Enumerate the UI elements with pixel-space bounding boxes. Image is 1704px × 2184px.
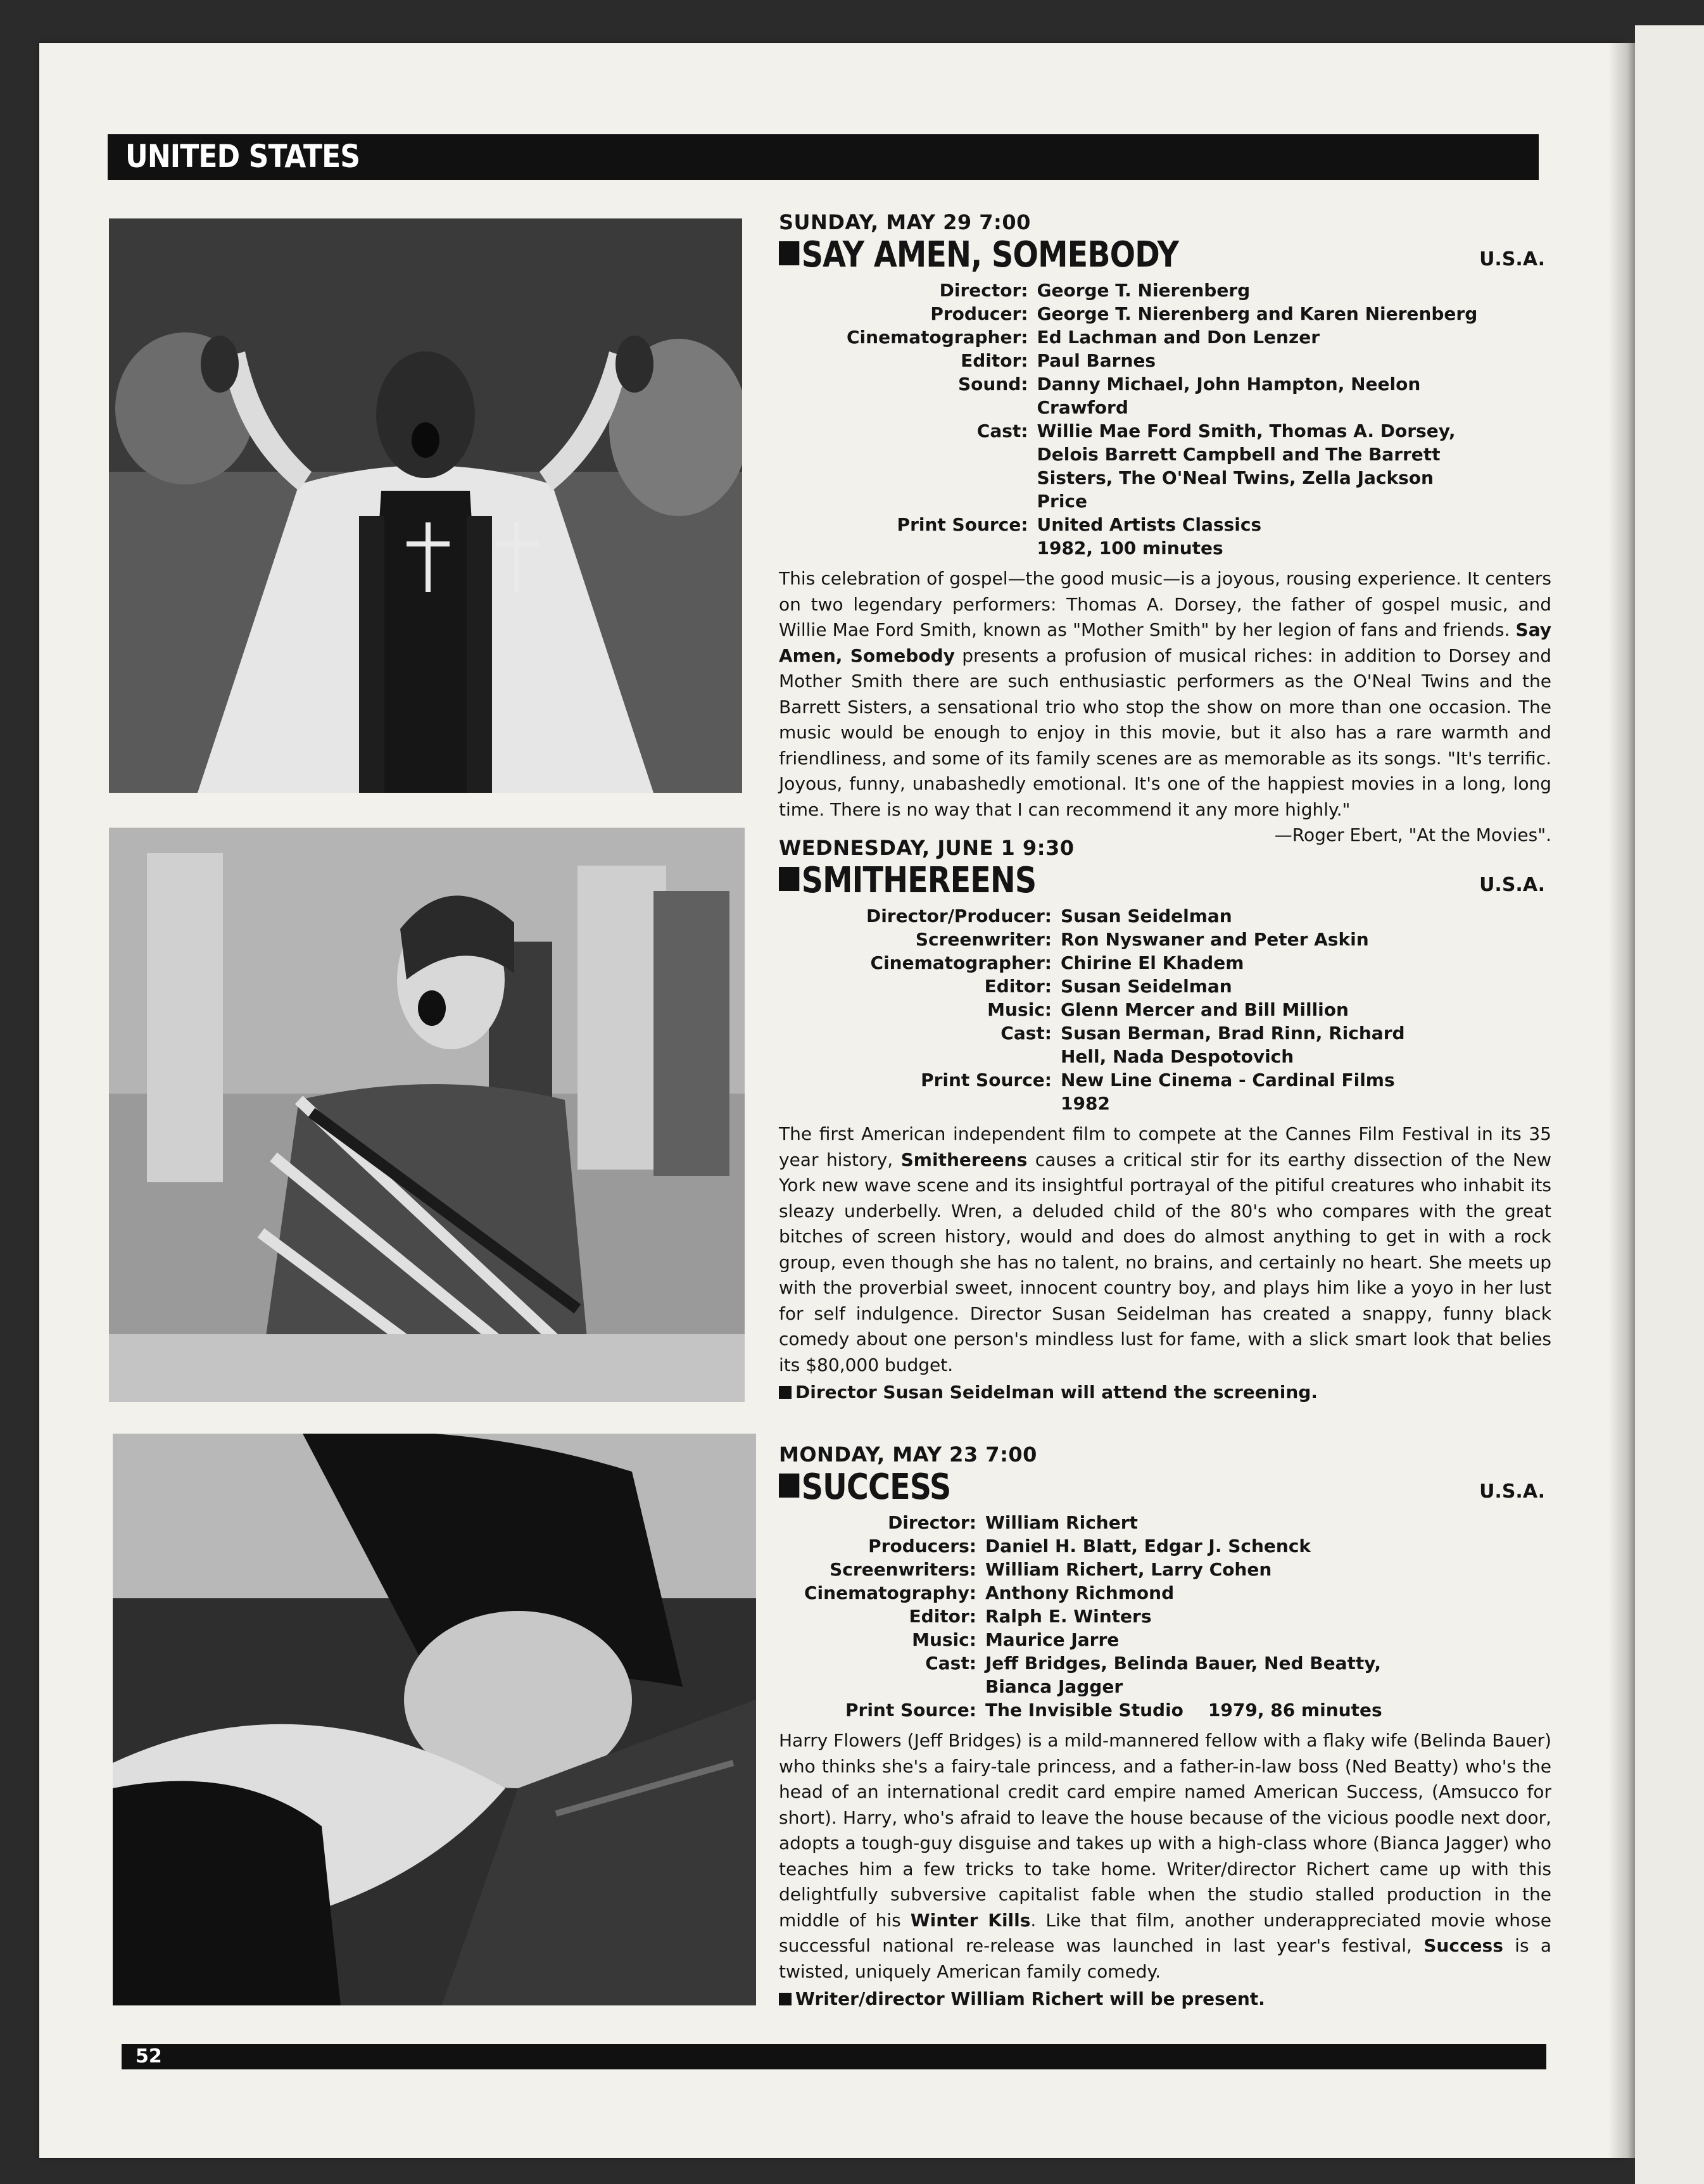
title-bullet-icon xyxy=(779,867,799,891)
note-bullet-icon xyxy=(779,1993,792,2005)
credit-row: Cast: Willie Mae Ford Smith, Thomas A. Dorsey, Delois Barrett Campbell and The Barrett Sisters, The O'Neal Twins, Zella Jackson Price xyxy=(976,420,1456,512)
film-entry-say-amen-somebody xyxy=(779,210,1551,848)
film-entry-success xyxy=(779,1442,1551,2009)
credits-table xyxy=(847,279,1480,560)
credit-row: Cinematographer: Chirine El Khadem xyxy=(870,952,1244,973)
photo-success xyxy=(113,1434,756,2005)
credit-row: Director: George T. Nierenberg xyxy=(939,280,1251,301)
credit-row: 1982, 100 minutes xyxy=(1037,538,1223,559)
gutter-shadow xyxy=(1608,43,1635,2158)
credit-row: Editor: Paul Barnes xyxy=(961,350,1156,371)
credit-row: Screenwriter: Ron Nyswaner and Peter Askin xyxy=(915,929,1369,950)
film-country: U.S.A. xyxy=(1479,1480,1545,1503)
credit-row: Print Source: New Line Cinema - Cardinal Films xyxy=(921,1070,1395,1090)
credit-row: Music: Glenn Mercer and Bill Million xyxy=(987,999,1349,1020)
screening-note: Director Susan Seidelman will attend the screening. xyxy=(779,1382,1551,1403)
credit-row: Cinematographer: Ed Lachman and Don Lenzer xyxy=(847,327,1320,348)
film-country: U.S.A. xyxy=(1479,874,1545,896)
photo-smithereens xyxy=(109,828,745,1402)
credit-row: 1982 xyxy=(1061,1093,1110,1114)
credits-table xyxy=(804,1511,1437,1722)
screening-note: Writer/director William Richert will be present. xyxy=(779,1988,1551,2009)
section-banner xyxy=(108,134,1539,180)
credit-row: Screenwriters: William Richert, Larry Cohen xyxy=(830,1559,1272,1580)
note-bullet-icon xyxy=(779,1386,792,1399)
photo-say-amen-somebody xyxy=(109,218,742,793)
credit-row: Print Source: The Invisible Studio 1979, 86 minutes xyxy=(845,1700,1382,1720)
film-description: This celebration of gospel—the good music—is a joyous, rousing experience. It centers on two legendary performers: Thomas A. Dorsey, the father of gospel music, and Willie Mae Ford Smith, known as "Mother Smith" by her legion of fans and friends. Say Amen, Somebody presents a profusion of musical riches: in addition to Dorsey and Mother Smith there are such enthusiastic performers as the O'Neal Twins and the Barrett Sisters, a sensational trio who stop the show on more than one occasion. The music would be enough to enjoy in this movie, but it also has a rare warmth and friendliness, and some of its family scenes are as memorable as its songs. "It's terrific. Joyous, funny, unabashedly emotional. It's one of the happiest movies in a long, long time. There is no way that I can recommend it any more highly." xyxy=(779,568,1551,820)
film-title: SUCCESS xyxy=(779,1467,950,1508)
credit-row: Director/Producer: Susan Seidelman xyxy=(866,906,1232,926)
credits-table xyxy=(807,904,1441,1115)
film-description: The first American independent film to compete at the Cannes Film Festival in its 35 year history, Smithereens causes a critical stir for its earthy dissection of the New York new wave scene and its insightful portrayal of the pitiful creatures who inhabit its sleazy underbelly. Wren, a deluded child of the 80's who compares with the great bitches of screen history, would and does do almost anything to get in with a rock group, even though she has no talent, no brains, and certainly no heart. She meets up with the proverbial sweet, innocent country boy, and plays him like a yoyo in her lust for self indulgence. Director Susan Seidelman has created a snappy, funny black comedy about one person's mindless lust for fame, with a slick smart look that belies its $80,000 budget. xyxy=(779,1123,1551,1375)
film-title-row xyxy=(779,1467,1551,1511)
film-title-row xyxy=(779,234,1551,279)
film-entry-smithereens xyxy=(779,836,1551,1403)
credit-row: Producers: Daniel H. Blatt, Edgar J. Schenck xyxy=(868,1536,1311,1556)
title-bullet-icon xyxy=(779,241,799,265)
credit-row: Print Source: United Artists Classics xyxy=(897,514,1262,535)
credit-row: Sound: Danny Michael, John Hampton, Neelon Crawford xyxy=(957,374,1421,418)
screening-datetime: SUNDAY, MAY 29 7:00 xyxy=(779,210,1031,234)
section-title: UNITED STATES xyxy=(125,138,360,175)
credit-row: Editor: Ralph E. Winters xyxy=(909,1606,1152,1627)
credit-row: Editor: Susan Seidelman xyxy=(984,976,1232,997)
footer-bar xyxy=(122,2044,1546,2069)
film-title: SMITHEREENS xyxy=(779,860,1036,901)
screening-datetime: MONDAY, MAY 23 7:00 xyxy=(779,1442,1037,1467)
film-country: U.S.A. xyxy=(1479,248,1545,270)
credit-row: Cast: Susan Berman, Brad Rinn, Richard Hell, Nada Despotovich xyxy=(1000,1023,1405,1067)
title-bullet-icon xyxy=(779,1474,799,1498)
quote-attribution: —Roger Ebert, "At the Movies". xyxy=(1274,824,1551,845)
next-page-edge xyxy=(1635,25,1704,2184)
credit-row: Cinematography: Anthony Richmond xyxy=(804,1582,1175,1603)
film-description: Harry Flowers (Jeff Bridges) is a mild-mannered fellow with a flaky wife (Belinda Bauer) who thinks she's a fairy-tale princess, and a father-in-law boss (Ned Beatty) who's the head of an international credit card empire named American Success, (Amsucco for short). Harry, who's afraid to leave the house because of the vicious poodle next door, adopts a tough-guy disguise and takes up with a high-class whore (Bianca Jagger) who teaches him a few tricks to take home. Writer/director Richert came up with this delightfully subversive capitalist fable when the studio stalled production in the middle of his Winter Kills. Like that film, another underappreciated movie whose successful national re-release was launched in last year's festival, Success is a twisted, uniquely American family comedy. xyxy=(779,1730,1551,1982)
page-number: 52 xyxy=(136,2045,162,2067)
credit-row: Music: Maurice Jarre xyxy=(912,1629,1120,1650)
film-title: SAY AMEN, SOMEBODY xyxy=(779,234,1178,275)
screening-datetime: WEDNESDAY, JUNE 1 9:30 xyxy=(779,836,1075,860)
credit-row: Cast: Jeff Bridges, Belinda Bauer, Ned Beatty, Bianca Jagger xyxy=(925,1653,1381,1697)
credit-row: Producer: George T. Nierenberg and Karen Nierenberg xyxy=(930,303,1478,324)
film-title-row xyxy=(779,860,1551,904)
credit-row: Director: William Richert xyxy=(888,1512,1138,1533)
